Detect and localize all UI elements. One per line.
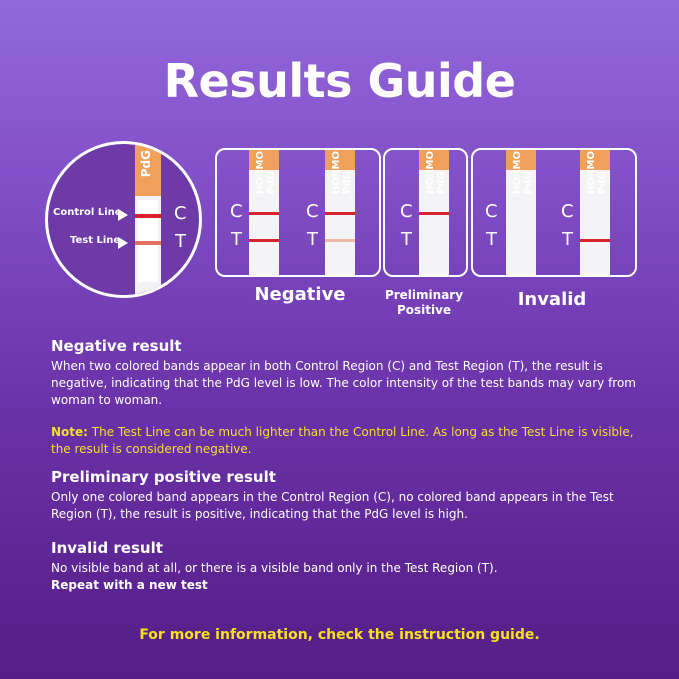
strip-cap	[506, 150, 536, 195]
t-letter: T	[486, 229, 497, 250]
negative-result-box	[215, 148, 381, 277]
preliminary-positive-box	[383, 148, 468, 277]
strip-brand: HORMO PdG	[586, 151, 608, 195]
invalid-body: No visible band at all, or there is a visible band only in the Test Region (T).	[51, 561, 498, 575]
strip-cap	[325, 150, 355, 195]
control-band	[249, 212, 279, 215]
negative-caption: Negative	[254, 284, 346, 305]
positive-body: Only one colored band appears in the Control Region (C), no colored band appears in the Test Region (T), the result is positive, indicating that the PdG level is high.	[51, 490, 614, 521]
test-band-faint	[325, 239, 355, 242]
c-letter: C	[306, 201, 319, 222]
strip-brand: HORMO PdG	[331, 151, 353, 195]
negative-body: When two colored bands appear in both Control Region (C) and Test Region (T), the result is negative, indicating that the PdG level is low. The color intensity of the test bands may vary from woman to woman.	[51, 359, 636, 407]
test-strip	[325, 150, 355, 275]
test-band	[249, 239, 279, 242]
strip-cap	[135, 141, 161, 196]
strip-brand: HORMO PdG	[425, 151, 447, 195]
note-paragraph	[51, 424, 651, 458]
page-title: Results Guide	[163, 54, 516, 108]
strip-brand: HORMO PdG	[512, 151, 534, 195]
test-strip	[249, 150, 279, 275]
control-band	[419, 212, 449, 215]
test-strip	[506, 150, 536, 275]
negative-heading: Negative result	[51, 337, 182, 355]
t-letter: T	[307, 229, 318, 250]
t-letter: T	[562, 229, 573, 250]
c-letter: C	[485, 201, 498, 222]
test-strip	[419, 150, 449, 275]
invalid-caption: Invalid	[517, 289, 587, 310]
strip-cap	[249, 150, 279, 195]
control-band	[325, 212, 355, 215]
note-label: Note:	[51, 425, 88, 439]
invalid-result-box	[471, 148, 637, 277]
c-letter: C	[400, 201, 413, 222]
zoom-circle	[45, 141, 202, 298]
t-letter: T	[401, 229, 412, 250]
preliminary-positive-caption: Preliminary Positive	[384, 288, 464, 317]
invalid-heading: Invalid result	[51, 539, 163, 557]
positive-heading: Preliminary positive result	[51, 468, 276, 486]
test-line-label: Test Line	[70, 235, 121, 246]
note-body: The Test Line can be much lighter than the Control Line. As long as the Test Line is visible, the result is considered negative.	[51, 425, 634, 456]
control-arrow-icon	[118, 209, 128, 221]
test-band	[135, 241, 161, 245]
c-letter: C	[561, 201, 574, 222]
t-letter: T	[231, 229, 242, 250]
control-line-label: Control Line	[53, 207, 122, 218]
strip-cap	[580, 150, 610, 195]
strip-cap	[419, 150, 449, 195]
test-strip	[580, 150, 610, 275]
control-band	[135, 214, 161, 218]
c-letter: C	[230, 201, 243, 222]
strip-brand: HORMO PdG	[255, 151, 277, 195]
strip-brand: PdG	[139, 150, 153, 178]
invalid-action: Repeat with a new test	[51, 578, 208, 592]
test-band	[580, 239, 610, 242]
test-arrow-icon	[118, 237, 128, 249]
footer-note: For more information, check the instruction guide.	[139, 627, 540, 643]
test-strip-zoomed	[135, 141, 161, 298]
c-letter: C	[174, 203, 187, 224]
t-letter: T	[175, 231, 186, 252]
